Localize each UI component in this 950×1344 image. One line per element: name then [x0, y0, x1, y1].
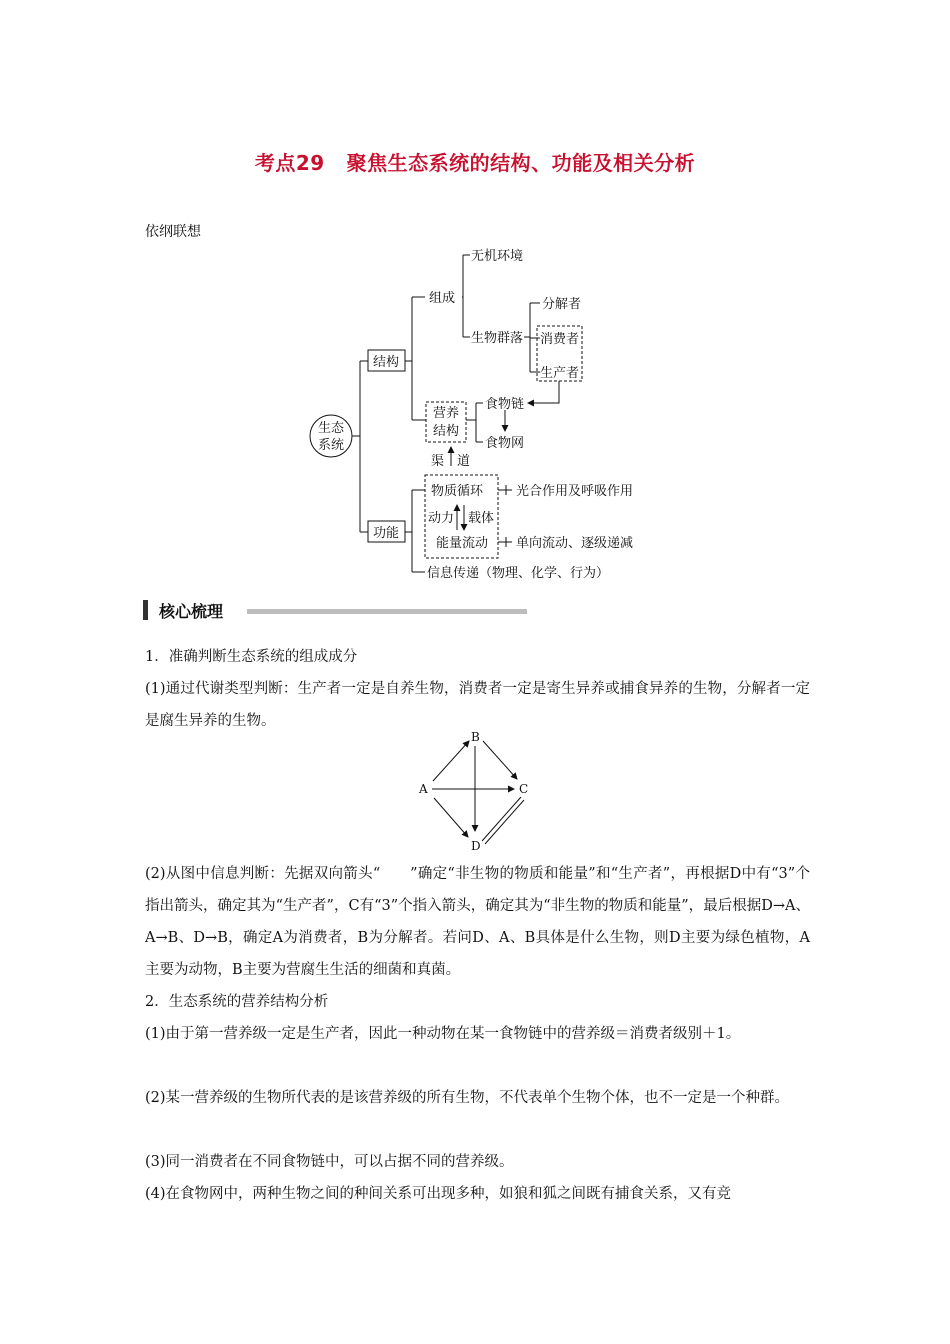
p2-heading: 2．生态系统的营养结构分析	[145, 994, 329, 1010]
decomposer-label: 分解者	[542, 297, 582, 312]
title-number: 考点29	[254, 151, 325, 175]
section-title: 核心梳理	[159, 602, 224, 621]
p2-item-2: (2)某一营养级的生物所代表的是该营养级的所有生物，不代表单个生物个体，也不一定是一个种群。	[145, 1090, 790, 1106]
node-c: C	[519, 782, 529, 796]
p2-item-1: (1)由于第一营养级一定是生产者，因此一种动物在某一食物链中的营养级＝消费者级别＋1。	[145, 1026, 741, 1042]
producer-label: 生产者	[540, 366, 580, 381]
p1-item-2: (2)从图中信息判断：先据双向箭头“ ”确定“非生物的物质和能量”和“生产者”，再根据D中有“3”个指出箭头，确定其为“生产者”，C有“3”个指入箭头，确定其为“非生物的物质和能量”，最后根据D→A、A→B、D→B，确定A为消费者，B为分解者。若问D、A、B具体是什么生物，则D主要为绿色植物，A主要为动物，B主要为营腐生生活的细菌和真菌。	[145, 866, 810, 978]
channel-right-label: 道	[457, 454, 471, 469]
function-label: 功能	[372, 526, 400, 541]
food-web-label: 食物网	[485, 436, 525, 451]
food-chain-label: 食物链	[485, 397, 525, 412]
consumer-label: 消费者	[540, 332, 580, 347]
power-label: 动力	[428, 511, 455, 526]
composition-label: 组成	[429, 291, 456, 306]
p1-item-1: (1)通过代谢类型判断：生产者一定是自养生物，消费者一定是寄生异养或捕食异养的生物，分解者一定是腐生异养的生物。	[145, 681, 810, 729]
one-way-label: 单向流动、逐级递减	[516, 536, 634, 551]
carrier-label: 载体	[468, 511, 495, 526]
p1-heading: 1．准确判断生态系统的组成成分	[145, 649, 358, 665]
trophic-label-2: 结构	[432, 424, 460, 439]
abiotic-label: 无机环境	[471, 249, 524, 264]
trophic-label-1: 营养	[432, 406, 460, 421]
root-label-2: 系统	[317, 438, 345, 453]
intro-label: 依纲联想	[145, 224, 201, 240]
info-label: 信息传递（物理、化学、行为）	[427, 566, 610, 581]
node-d: D	[471, 839, 481, 853]
node-b: B	[471, 730, 480, 744]
community-label: 生物群落	[471, 331, 524, 346]
title-text: 聚焦生态系统的结构、功能及相关分析	[346, 151, 696, 175]
p2-item-3: (3)同一消费者在不同食物链中，可以占据不同的营养级。	[145, 1154, 514, 1170]
energy-flow-label: 能量流动	[436, 536, 489, 551]
material-cycle-label: 物质循环	[431, 484, 484, 499]
photosynthesis-label: 光合作用及呼吸作用	[516, 484, 634, 499]
root-label-1: 生态	[317, 421, 345, 436]
p2-item-4: (4)在食物网中，两种生物之间的种间关系可出现多种，如狼和狐之间既有捕食关系，又有竞	[145, 1186, 732, 1202]
structure-label: 结构	[372, 355, 400, 370]
node-a: A	[419, 782, 428, 796]
channel-left-label: 渠	[431, 454, 445, 469]
